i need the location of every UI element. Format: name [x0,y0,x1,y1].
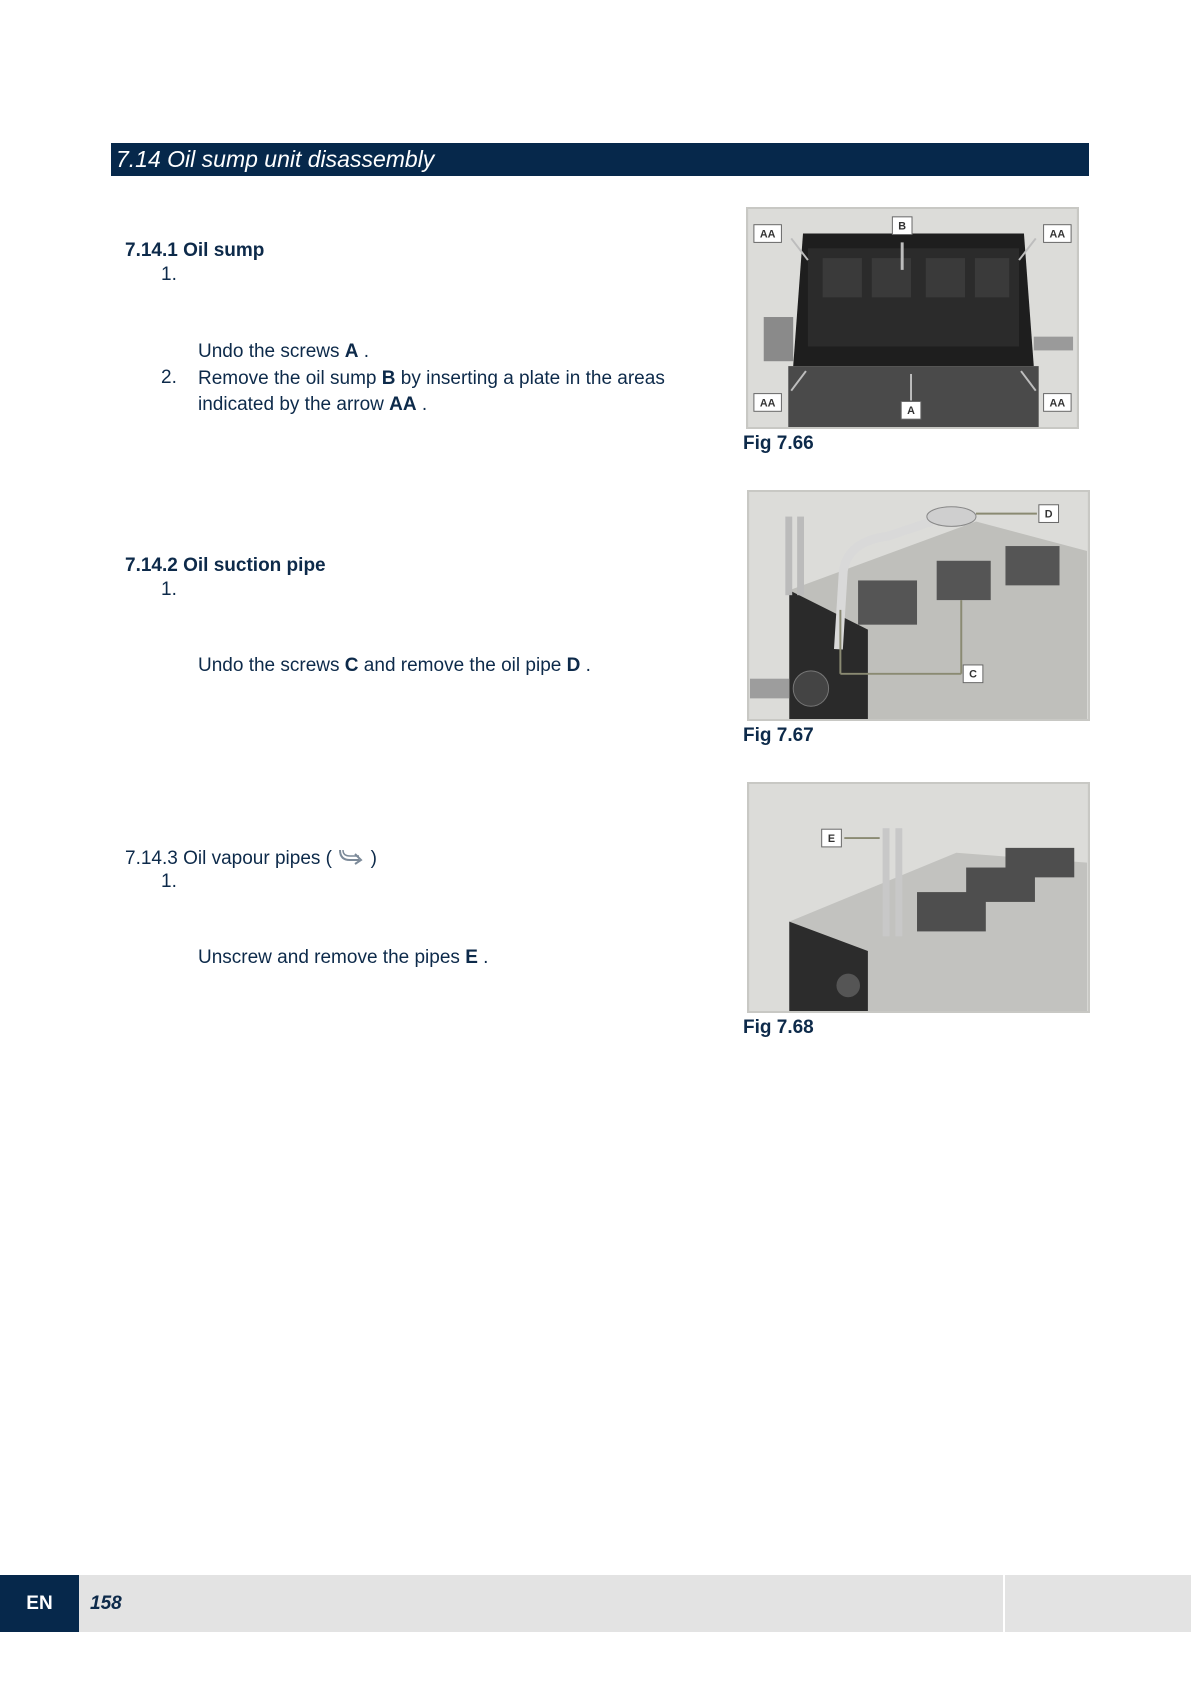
oil-suction-pipe-illustration [749,492,1088,719]
step-text: Unscrew and remove the pipes E . [198,947,489,968]
arrow-return-icon [337,847,365,871]
step-number: 1. [161,579,177,600]
oil-vapour-pipes-illustration [749,784,1088,1011]
page-number: 158 [90,1593,122,1614]
language-badge: EN [0,1575,79,1632]
fig-label-aa: AA [759,228,776,241]
step-text: Undo the screws A . [198,341,370,362]
page-footer [0,1575,1191,1632]
fig-label-d: D [1044,508,1053,521]
figure-caption: Fig 7.67 [743,725,814,746]
figure-caption: Fig 7.66 [743,433,814,454]
fig-label-a: A [907,405,915,418]
subsection-heading-oil-suction-pipe: 7.14.2 Oil suction pipe [125,555,326,576]
fig-label-e: E [827,832,836,845]
step-number: 2. [161,367,177,388]
figure-oil-vapour-pipes [747,782,1090,1013]
figure-oil-suction-pipe [747,490,1090,721]
figure-oil-sump [746,207,1079,429]
fig-label-aa: AA [1049,397,1066,410]
subsection-heading-oil-vapour-pipes: 7.14.3 Oil vapour pipes ( ) [125,848,377,870]
fig-label-c: C [969,668,977,681]
subsection-heading-oil-sump: 7.14.1 Oil sump [125,240,265,261]
footer-divider [1003,1575,1005,1632]
fig-label-aa: AA [759,397,776,410]
step-text: Undo the screws C and remove the oil pipe D . [198,655,591,676]
fig-label-aa: AA [1049,228,1066,241]
step-number: 1. [161,264,177,285]
step-text: Remove the oil sump B by inserting a plate in the areas indicated by the arrow AA . [198,368,665,415]
oil-sump-illustration [748,209,1077,427]
section-title: 7.14 Oil sump unit disassembly [111,143,1089,176]
figure-caption: Fig 7.68 [743,1017,814,1038]
fig-label-b: B [898,220,907,233]
step-number: 1. [161,871,177,892]
